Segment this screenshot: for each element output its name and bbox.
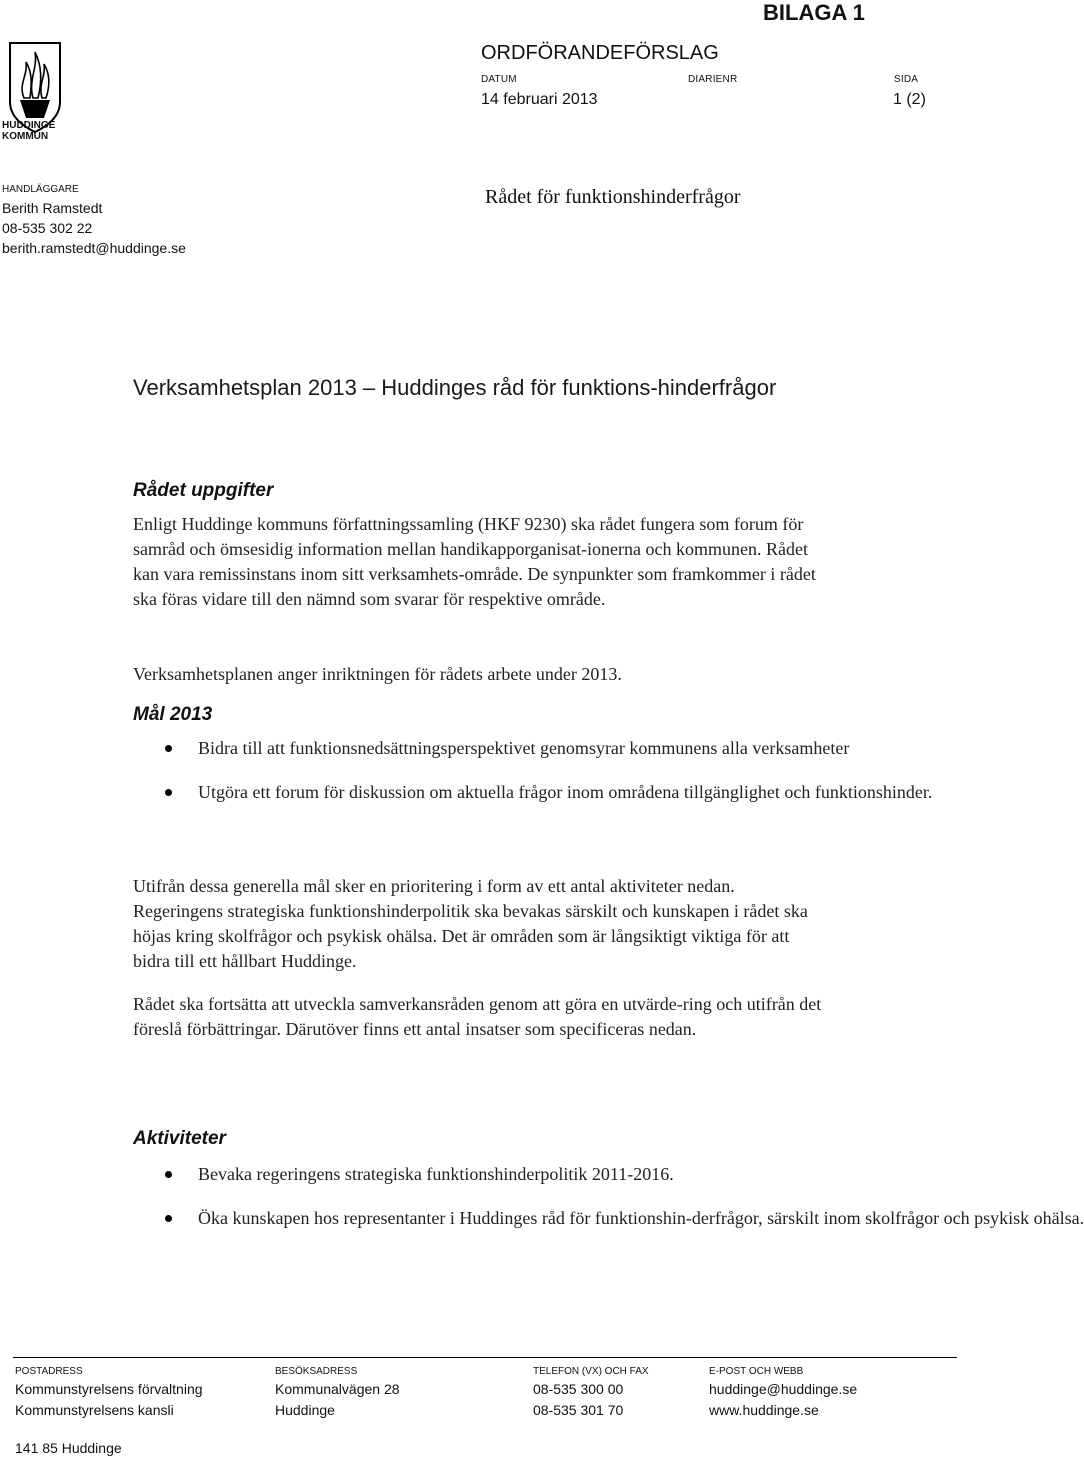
activity-text: Öka kunskapen hos representanter i Huddinges råd för funktionshin-derfrågor, särskilt inom skolfrågor och psykisk ohälsa. — [198, 1208, 1084, 1228]
bullet-icon — [165, 789, 172, 796]
postal-address-line3: 141 85 Huddinge — [15, 1440, 122, 1456]
goal-text: Bidra till att funktionsnedsättningsperspektivet genomsyrar kommunens alla verksamheter — [198, 738, 850, 758]
handler-label: HANDLÄGGARE — [2, 184, 79, 195]
visiting-address-line2: Huddinge — [275, 1402, 335, 1418]
date-label: DATUM — [481, 74, 517, 85]
priority-paragraph: Utifrån dessa generella mål sker en prioritering i form av ett antal aktiviteter nedan. Regeringens strategiska funktionshinderpolitik ska bevakas särskilt och kunskapen i rådet ska höjas kring skolfrågor och psykisk ohälsa. Det är områden som är långsiktigt viktiga för att bidra till ett hållbart Huddinge. — [133, 876, 808, 971]
page-number: 1 (2) — [893, 91, 926, 108]
logo-text-line1: HUDDINGE — [2, 120, 56, 131]
tasks-paragraph: Enligt Huddinge kommuns författningssamling (HKF 9230) ska rådet fungera som forum för samråd och ömsesidig information mellan handikapporganisat-ionerna och kommunen. Rådet kan vara remissinstans inom sitt verksamhets-område. De synpunkter som framkommer i rådet ska föras vidare till den nämnd som svarar för respektive område. — [133, 514, 816, 609]
footer-divider — [13, 1357, 957, 1358]
tasks-heading: Rådet uppgifter — [133, 480, 274, 501]
activities-heading: Aktiviteter — [133, 1128, 226, 1149]
registration-number-label: DIARIENR — [688, 74, 738, 85]
recipient: Rådet för funktionshinderfrågor — [485, 186, 741, 208]
handler-name: Berith Ramstedt — [2, 200, 103, 216]
date-value: 14 februari 2013 — [481, 91, 598, 108]
attachment-label: BILAGA 1 — [763, 0, 865, 25]
goals-heading: Mål 2013 — [133, 704, 213, 725]
list-item — [160, 780, 933, 805]
document-type: ORDFÖRANDEFÖRSLAG — [481, 42, 719, 64]
logo-text-line2: KOMMUN — [2, 131, 49, 142]
handler-email[interactable]: berith.ramstedt@huddinge.se — [2, 240, 186, 256]
handler-phone: 08-535 302 22 — [2, 220, 93, 236]
page-label: SIDA — [894, 74, 919, 85]
phone-fax-label: TELEFON (VX) OCH FAX — [533, 1366, 649, 1377]
visiting-address-label: BESÖKSADRESS — [275, 1366, 358, 1377]
list-item — [160, 1162, 810, 1187]
postal-address-line2: Kommunstyrelsens kansli — [15, 1402, 174, 1418]
postal-address-line1: Kommunstyrelsens förvaltning — [15, 1381, 203, 1397]
bullet-icon — [165, 745, 172, 752]
postal-address-label: POSTADRESS — [15, 1366, 83, 1377]
continue-paragraph: Rådet ska fortsätta att utveckla samverkansråden genom att göra en utvärde-ring och utifrån det föreslå förbättringar. Därutöver finns ett antal insatser som specificeras nedan. — [133, 994, 822, 1039]
activity-text: Bevaka regeringens strategiska funktionshinderpolitik 2011-2016. — [198, 1164, 674, 1184]
fax-number: 08-535 301 70 — [533, 1402, 624, 1418]
goals-list — [160, 736, 933, 805]
plan-paragraph: Verksamhetsplanen anger inriktningen för rådets arbete under 2013. — [133, 664, 622, 684]
activities-list — [160, 1162, 1084, 1231]
visiting-address-line1: Kommunalvägen 28 — [275, 1381, 400, 1397]
goal-text: Utgöra ett forum för diskussion om aktuella frågor inom områdena tillgänglighet och funktionshinder. — [198, 782, 933, 802]
bullet-icon — [165, 1215, 172, 1222]
switchboard-number: 08-535 300 00 — [533, 1381, 624, 1397]
footer-website[interactable]: www.huddinge.se — [709, 1402, 819, 1418]
municipality-logo — [2, 40, 68, 144]
footer-email[interactable]: huddinge@huddinge.se — [709, 1381, 858, 1397]
document-title: Verksamhetsplan 2013 – Huddinges råd för funktions-hinderfrågor — [133, 375, 777, 400]
email-web-label: E-POST OCH WEBB — [709, 1366, 804, 1377]
list-item — [160, 1206, 1084, 1231]
list-item — [160, 736, 850, 761]
bullet-icon — [165, 1171, 172, 1178]
